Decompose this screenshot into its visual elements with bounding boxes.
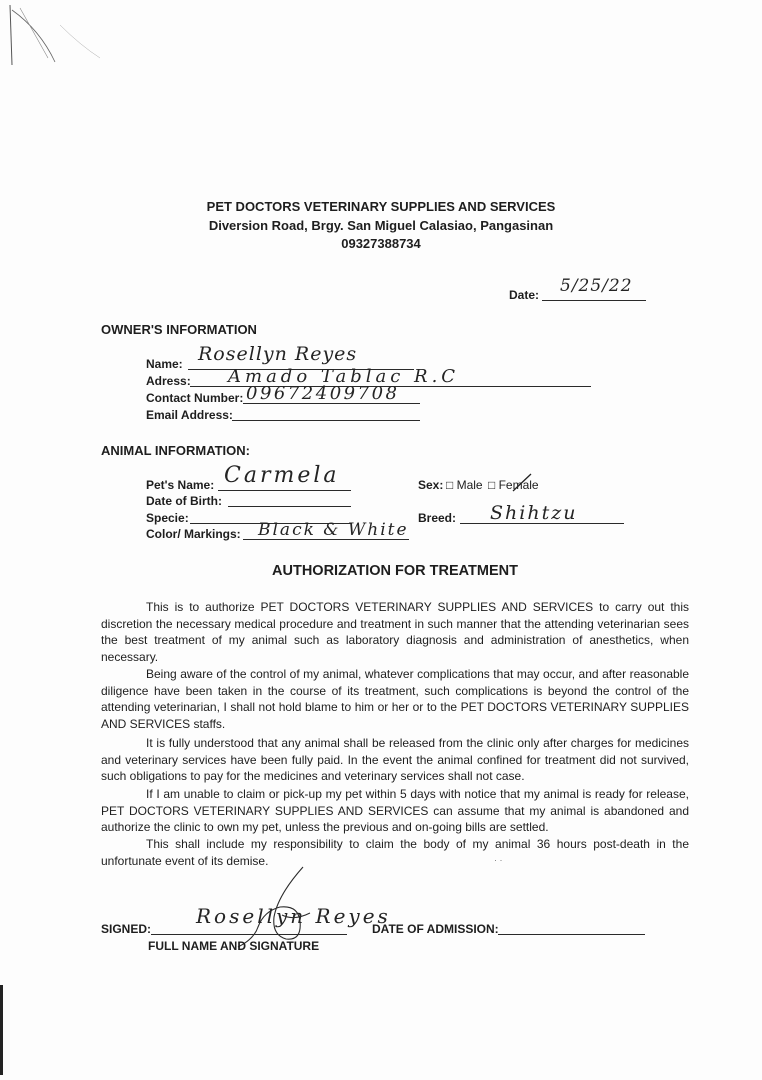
date-line[interactable]	[542, 300, 646, 301]
owner-email-line[interactable]	[232, 420, 420, 421]
paragraph-text: If I am unable to claim or pick-up my pet within 5 days with notice that my animal is ready for release, PET DOCTORS VETERINARY SUPPLIES AND SERVICES can assume that my animal is abandoned and authorize the clinic to own my pet, unless the previous and on-going bills are settled.	[101, 787, 689, 835]
date-label: Date:	[509, 288, 540, 302]
authorization-paragraph-5	[101, 836, 689, 869]
dob-line[interactable]	[228, 506, 351, 507]
color-value: Black & White	[258, 520, 409, 540]
owner-contact-label: Contact Number:	[146, 391, 244, 405]
owner-address-label: Adress:	[146, 374, 191, 388]
owner-contact-value: 09672409708	[246, 383, 400, 404]
paragraph-text: This is to authorize PET DOCTORS VETERINARY SUPPLIES AND SERVICES to carry out this discretion the necessary medical procedure and treatment in such manner that the attending veterinarian sees the best treatment of my animal such as laboratory diagnosis and administration of anesthetics, when necessary.	[101, 600, 689, 664]
color-label: Color/ Markings:	[146, 527, 241, 541]
paragraph-text: Being aware of the control of my animal, whatever complications that may occur, and after reasonable diligence have been taken in the course of its treatment, such complications is beyond the control of the attending veterinarian, I shall not hold blame to him or her or to the PET DOCTORS VETERINARY SUPPLIES AND SERVICES staffs.	[101, 667, 689, 731]
owner-address-value: Amado Tablac R.C	[228, 366, 460, 387]
animal-heading: ANIMAL INFORMATION:	[101, 443, 250, 458]
scan-edge-mark	[0, 985, 3, 1075]
clinic-address: Diversion Road, Brgy. San Miguel Calasiao, Pangasinan	[208, 217, 554, 233]
scan-specks: · ·	[494, 855, 503, 865]
sex-male-option[interactable]: □ Male	[446, 478, 483, 492]
owner-email-label: Email Address:	[146, 408, 233, 422]
admission-label: DATE OF ADMISSION:	[372, 922, 499, 936]
paragraph-text: This shall include my responsibility to claim the body of my animal 36 hours post-death in the unfortunate event of its demise.	[101, 837, 689, 868]
authorization-title: AUTHORIZATION FOR TREATMENT	[272, 563, 518, 579]
authorization-paragraph-3	[101, 735, 689, 785]
date-value: 5/25/22	[560, 276, 633, 296]
authorization-paragraph-2	[101, 666, 689, 732]
owner-name-label: Name:	[146, 357, 183, 371]
clinic-header	[0, 198, 762, 254]
authorization-paragraph-4	[101, 786, 689, 836]
clinic-name: PET DOCTORS VETERINARY SUPPLIES AND SERVICES	[206, 199, 556, 214]
pet-name-value: Carmela	[224, 463, 340, 488]
female-check-mark	[511, 472, 533, 494]
admission-line[interactable]	[498, 934, 645, 935]
paragraph-text: It is fully understood that any animal shall be released from the clinic only after charges for medicines and veterinary services have been fully paid. In the event the animal confined for treatment did not survived, such obligations to pay for the medicines and veterinary services shall not case.	[101, 736, 689, 784]
signature-value: Rosellyn Reyes	[196, 904, 391, 928]
pet-name-line[interactable]	[218, 490, 351, 491]
owner-name-value: Rosellyn Reyes	[198, 343, 358, 365]
breed-value: Shihtzu	[490, 502, 578, 524]
pet-name-label: Pet's Name:	[146, 478, 215, 492]
sex-female-option[interactable]: □ Female	[488, 478, 539, 492]
dob-label: Date of Birth:	[146, 494, 222, 508]
authorization-paragraph-1	[101, 599, 689, 665]
clinic-phone: 09327388734	[341, 236, 421, 251]
specie-label: Specie:	[146, 511, 189, 525]
signed-label: SIGNED:	[101, 922, 152, 936]
owner-heading: OWNER'S INFORMATION	[101, 322, 257, 337]
breed-label: Breed:	[418, 511, 457, 525]
scan-corner-mark	[0, 0, 110, 70]
signature-caption: FULL NAME AND SIGNATURE	[148, 939, 320, 953]
sex-label: Sex:	[418, 478, 444, 492]
